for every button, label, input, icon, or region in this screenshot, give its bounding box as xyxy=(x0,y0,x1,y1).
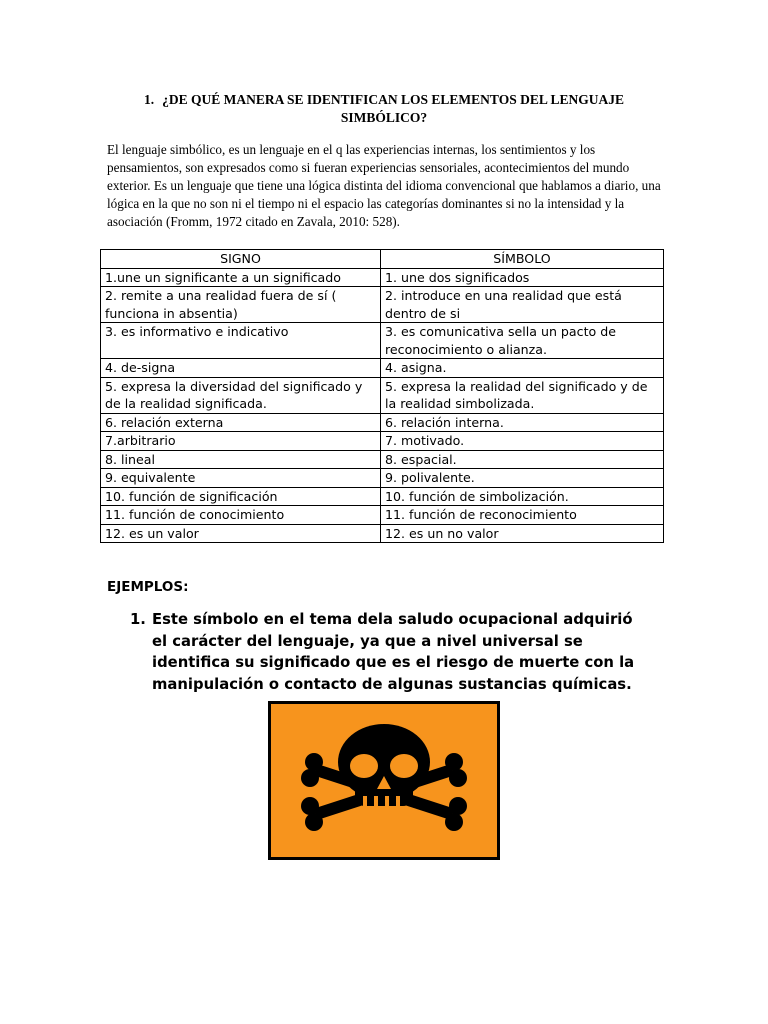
simbolo-cell: 5. expresa la realidad del significado y de la realidad simbolizada. xyxy=(381,377,664,413)
simbolo-cell: 4. asigna. xyxy=(381,359,664,378)
example-number: 1. xyxy=(130,611,146,628)
table-row xyxy=(101,432,664,451)
signo-cell: 11. función de conocimiento xyxy=(101,506,381,525)
simbolo-cell: 12. es un no valor xyxy=(381,524,664,543)
signo-cell: 12. es un valor xyxy=(101,524,381,543)
simbolo-cell: 7. motivado. xyxy=(381,432,664,451)
hazard-sign xyxy=(268,701,500,860)
question-heading xyxy=(100,91,668,127)
simbolo-cell: 11. función de reconocimiento xyxy=(381,506,664,525)
comparison-table xyxy=(100,249,664,543)
table-row xyxy=(101,487,664,506)
table-row xyxy=(101,450,664,469)
simbolo-cell: 10. función de simbolización. xyxy=(381,487,664,506)
table-row xyxy=(101,377,664,413)
signo-cell: 1.une un significante a un significado xyxy=(101,268,381,287)
example-text: Este símbolo en el tema dela saludo ocupacional adquirió el carácter del lenguaje, ya que a nivel universal se identifica su significado que es el riesgo de muerte con la manipulación o contacto de algunas sustancias químicas. xyxy=(152,611,635,693)
signo-cell: 5. expresa la diversidad del significado y de la realidad significada. xyxy=(101,377,381,413)
signo-cell: 8. lineal xyxy=(101,450,381,469)
signo-cell: 6. relación externa xyxy=(101,413,381,432)
example-item xyxy=(130,609,650,695)
simbolo-cell: 1. une dos significados xyxy=(381,268,664,287)
signo-cell: 10. función de significación xyxy=(101,487,381,506)
signo-cell: 2. remite a una realidad fuera de sí ( funciona in absentia) xyxy=(101,287,381,323)
table-header-row xyxy=(101,250,664,269)
signo-cell: 7.arbitrario xyxy=(101,432,381,451)
simbolo-cell: 3. es comunicativa sella un pacto de reconocimiento o alianza. xyxy=(381,323,664,359)
question-number: 1. xyxy=(144,92,155,107)
table-row xyxy=(101,268,664,287)
table-row xyxy=(101,287,664,323)
signo-cell: 9. equivalente xyxy=(101,469,381,488)
skull-and-crossbones-icon xyxy=(271,704,497,857)
header-simbolo: SÍMBOLO xyxy=(381,250,664,269)
table-row xyxy=(101,524,664,543)
table-row xyxy=(101,413,664,432)
question-title: ¿DE QUÉ MANERA SE IDENTIFICAN LOS ELEMENTOS DEL LENGUAJE SIMBÓLICO? xyxy=(162,92,624,125)
simbolo-cell: 9. polivalente. xyxy=(381,469,664,488)
simbolo-cell: 8. espacial. xyxy=(381,450,664,469)
table-row xyxy=(101,506,664,525)
hazard-background xyxy=(271,704,497,857)
table-row xyxy=(101,469,664,488)
intro-paragraph: El lenguaje simbólico, es un lenguaje en el q las experiencias internas, los sentimientos y los pensamientos, son expresados como si fueran experiencias sensoriales, acontecimientos del mundo exterior. Es un lenguaje que tiene una lógica distinta del idioma convencional que hablamos a diario, una lógica en la que no son ni el tiempo ni el espacio las categorías dominantes si no la intensidad y la asociación (Fromm, 1972 citado en Zavala, 2010: 528). xyxy=(107,142,661,229)
simbolo-cell: 2. introduce en una realidad que está dentro de si xyxy=(381,287,664,323)
table-row xyxy=(101,359,664,378)
signo-cell: 3. es informativo e indicativo xyxy=(101,323,381,359)
header-signo: SIGNO xyxy=(101,250,381,269)
table-row xyxy=(101,323,664,359)
signo-cell: 4. de-signa xyxy=(101,359,381,378)
examples-heading: EJEMPLOS: xyxy=(107,579,189,595)
simbolo-cell: 6. relación interna. xyxy=(381,413,664,432)
